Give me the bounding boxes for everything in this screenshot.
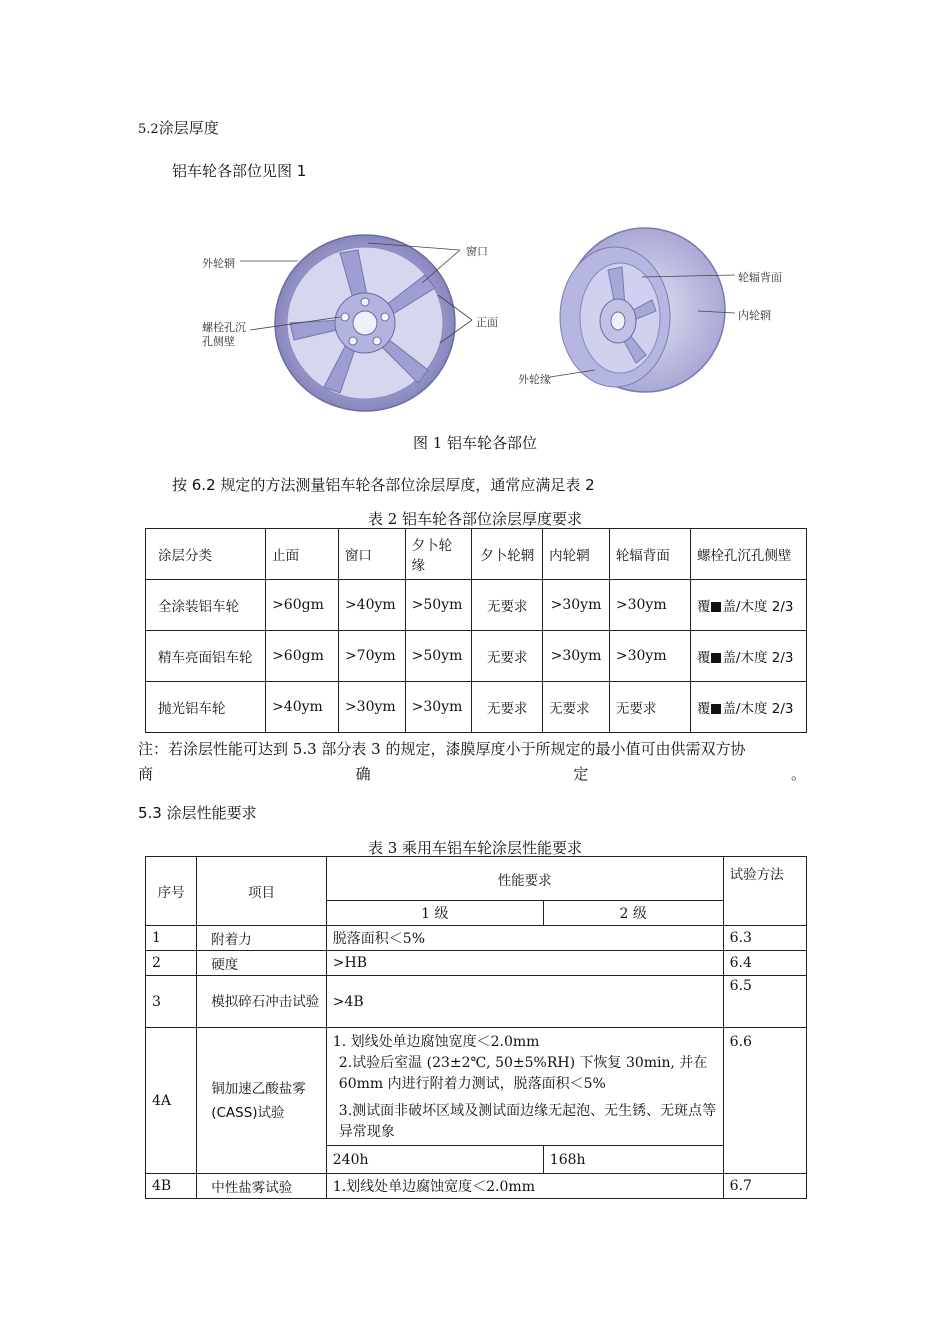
section-title: 涂层性能要求: [166, 804, 257, 822]
note-char: 定: [573, 765, 589, 783]
table-cell: 模拟碎石冲击试验: [197, 976, 327, 1028]
table-cell: 4A: [146, 1028, 197, 1174]
table-header: 螺栓孔沉孔侧壁: [690, 529, 806, 580]
table-header: 1 级: [326, 901, 543, 926]
label-spoke-back: 轮辐背面: [738, 271, 782, 284]
table-row: [146, 631, 807, 682]
label-front: 正面: [476, 316, 498, 329]
back-wheel: [560, 228, 725, 392]
table-cell: 168h: [543, 1146, 723, 1174]
label-window: 窗口: [466, 245, 488, 258]
table-header: 2 级: [543, 901, 723, 926]
cell-text: 盖/木度 2/3: [722, 599, 794, 615]
table-cell: [690, 631, 806, 682]
table-row: [146, 1028, 807, 1146]
table-cell: 6.7: [723, 1174, 806, 1199]
table-cell: >50ym: [405, 631, 472, 682]
table-cell: 1.划线处单边腐蚀宽度＜2.0mm: [326, 1174, 723, 1199]
table-cell: 2: [146, 951, 197, 976]
table-cell: [690, 580, 806, 631]
note-line-2: [138, 763, 806, 784]
table-cell: 无要求: [543, 682, 610, 733]
table-header: 内轮辋: [543, 529, 610, 580]
table-3-performance: [145, 856, 807, 1199]
table-header: 试验方法: [723, 857, 806, 926]
table-header: 项目: [197, 857, 327, 926]
label-inner-rim: 内轮辋: [738, 309, 771, 322]
table-2-thickness: [145, 528, 807, 733]
note-char: 商: [138, 765, 154, 783]
table-cell: >4B: [326, 976, 723, 1028]
front-wheel: [275, 235, 455, 411]
label-bolt-hole-1: 螺栓孔沉: [202, 321, 246, 334]
table-cell: >70ym: [338, 631, 405, 682]
paragraph-figure-reference: 铝车轮各部位见图 1: [172, 162, 307, 180]
table-cell: 铜加速乙酸盐雾(CASS)试验: [197, 1028, 327, 1174]
table-header: 涂层分类: [146, 529, 266, 580]
table-cell: 无要求: [472, 682, 543, 733]
label-outer-flange: 外轮缘: [518, 373, 551, 386]
section-title: 涂层厚度: [158, 119, 219, 137]
cell-text: 盖/木度 2/3: [722, 701, 794, 717]
table-cell: >60gm: [266, 631, 339, 682]
black-square-icon: [711, 704, 721, 714]
table-cell: >60gm: [266, 580, 339, 631]
table-cell: >50ym: [405, 580, 472, 631]
table-cell: 3: [146, 976, 197, 1028]
table-row: [146, 976, 807, 1028]
table-header-row: [146, 857, 807, 901]
cell-text: 覆: [696, 650, 711, 666]
table-cell: [326, 1028, 723, 1146]
table-cell: >30ym: [609, 631, 690, 682]
table-header: 夕卜轮辋: [472, 529, 543, 580]
wheel-figure: [190, 225, 810, 425]
table-row: [146, 951, 807, 976]
table-cell: >30ym: [609, 580, 690, 631]
table-cell: 中性盐雾试验: [197, 1174, 327, 1199]
table-cell: 无要求: [472, 580, 543, 631]
table-cell: 6.4: [723, 951, 806, 976]
table-row: [146, 682, 807, 733]
table-cell: >30ym: [405, 682, 472, 733]
note-char: 。: [790, 765, 806, 783]
table2-caption: 表 2 铝车轮各部位涂层厚度要求: [367, 510, 583, 528]
table3-caption: 表 3 乘用车铝车轮涂层性能要求: [367, 839, 583, 857]
table-cell: 无要求: [472, 631, 543, 682]
table-cell: 附着力: [197, 926, 327, 951]
cell-text: 覆: [696, 599, 711, 615]
table-cell: 无要求: [609, 682, 690, 733]
section-5-3-heading: [138, 802, 257, 823]
table-header: 轮辐背面: [609, 529, 690, 580]
table-cell: 1: [146, 926, 197, 951]
wheel-illustration: [190, 225, 810, 425]
table2-note: [138, 738, 806, 784]
table-cell: 240h: [326, 1146, 543, 1174]
black-square-icon: [711, 602, 721, 612]
table-cell: 6.5: [723, 976, 806, 1028]
section-number: 5.2: [138, 122, 159, 137]
table-cell: 全涂装铝车轮: [146, 580, 266, 631]
requirement-line: 2.试验后室温 (23±2℃, 50±5%RH) 下恢复 30min, 并在 60mm 内进行附着力测试，脱落面积＜5%: [338, 1055, 708, 1092]
figure-caption: 图 1 铝车轮各部位: [412, 434, 538, 452]
cell-text: 覆: [696, 701, 711, 717]
table-cell: >40ym: [266, 682, 339, 733]
paragraph-measurement: 按 6.2 规定的方法测量铝车轮各部位涂层厚度，通常应满足表 2: [172, 476, 595, 494]
requirement-line: 1. 划线处单边腐蚀宽度＜2.0mm: [332, 1034, 540, 1050]
table-header: 夕卜轮缘: [405, 529, 472, 580]
section-5-2-heading: [138, 117, 219, 138]
table-cell: >HB: [326, 951, 723, 976]
table-cell: >30ym: [338, 682, 405, 733]
table-cell: 6.3: [723, 926, 806, 951]
table-header-row: [146, 529, 807, 580]
table-cell: 精车亮面铝车轮: [146, 631, 266, 682]
note-char: 确: [355, 765, 371, 783]
table-cell: >40ym: [338, 580, 405, 631]
table-header: 序号: [146, 857, 197, 926]
table-header: 窗口: [338, 529, 405, 580]
label-outer-rim: 外轮辋: [202, 257, 235, 270]
table-cell: 6.6: [723, 1028, 806, 1174]
table-cell: >30ym: [543, 631, 610, 682]
table-cell: >30ym: [543, 580, 610, 631]
table-row: [146, 1174, 807, 1199]
table-cell: 硬度: [197, 951, 327, 976]
cell-text: 盖/木度 2/3: [722, 650, 794, 666]
table-row: [146, 580, 807, 631]
section-number: 5.3: [138, 804, 162, 822]
table-header: 性能要求: [326, 857, 723, 901]
table-header: 止面: [266, 529, 339, 580]
black-square-icon: [711, 653, 721, 663]
table-cell: 脱落面积＜5%: [326, 926, 723, 951]
table-cell: 4B: [146, 1174, 197, 1199]
label-bolt-hole-2: 孔侧壁: [202, 335, 235, 348]
table-row: [146, 926, 807, 951]
table-cell: [690, 682, 806, 733]
note-line-1: 注：若涂层性能可达到 5.3 部分表 3 的规定，漆膜厚度小于所规定的最小值可由供需双方协: [138, 740, 746, 758]
requirement-line: 3.测试面非破坏区域及测试面边缘无起泡、无生锈、无斑点等异常现象: [338, 1103, 717, 1140]
table-cell: 抛光铝车轮: [146, 682, 266, 733]
